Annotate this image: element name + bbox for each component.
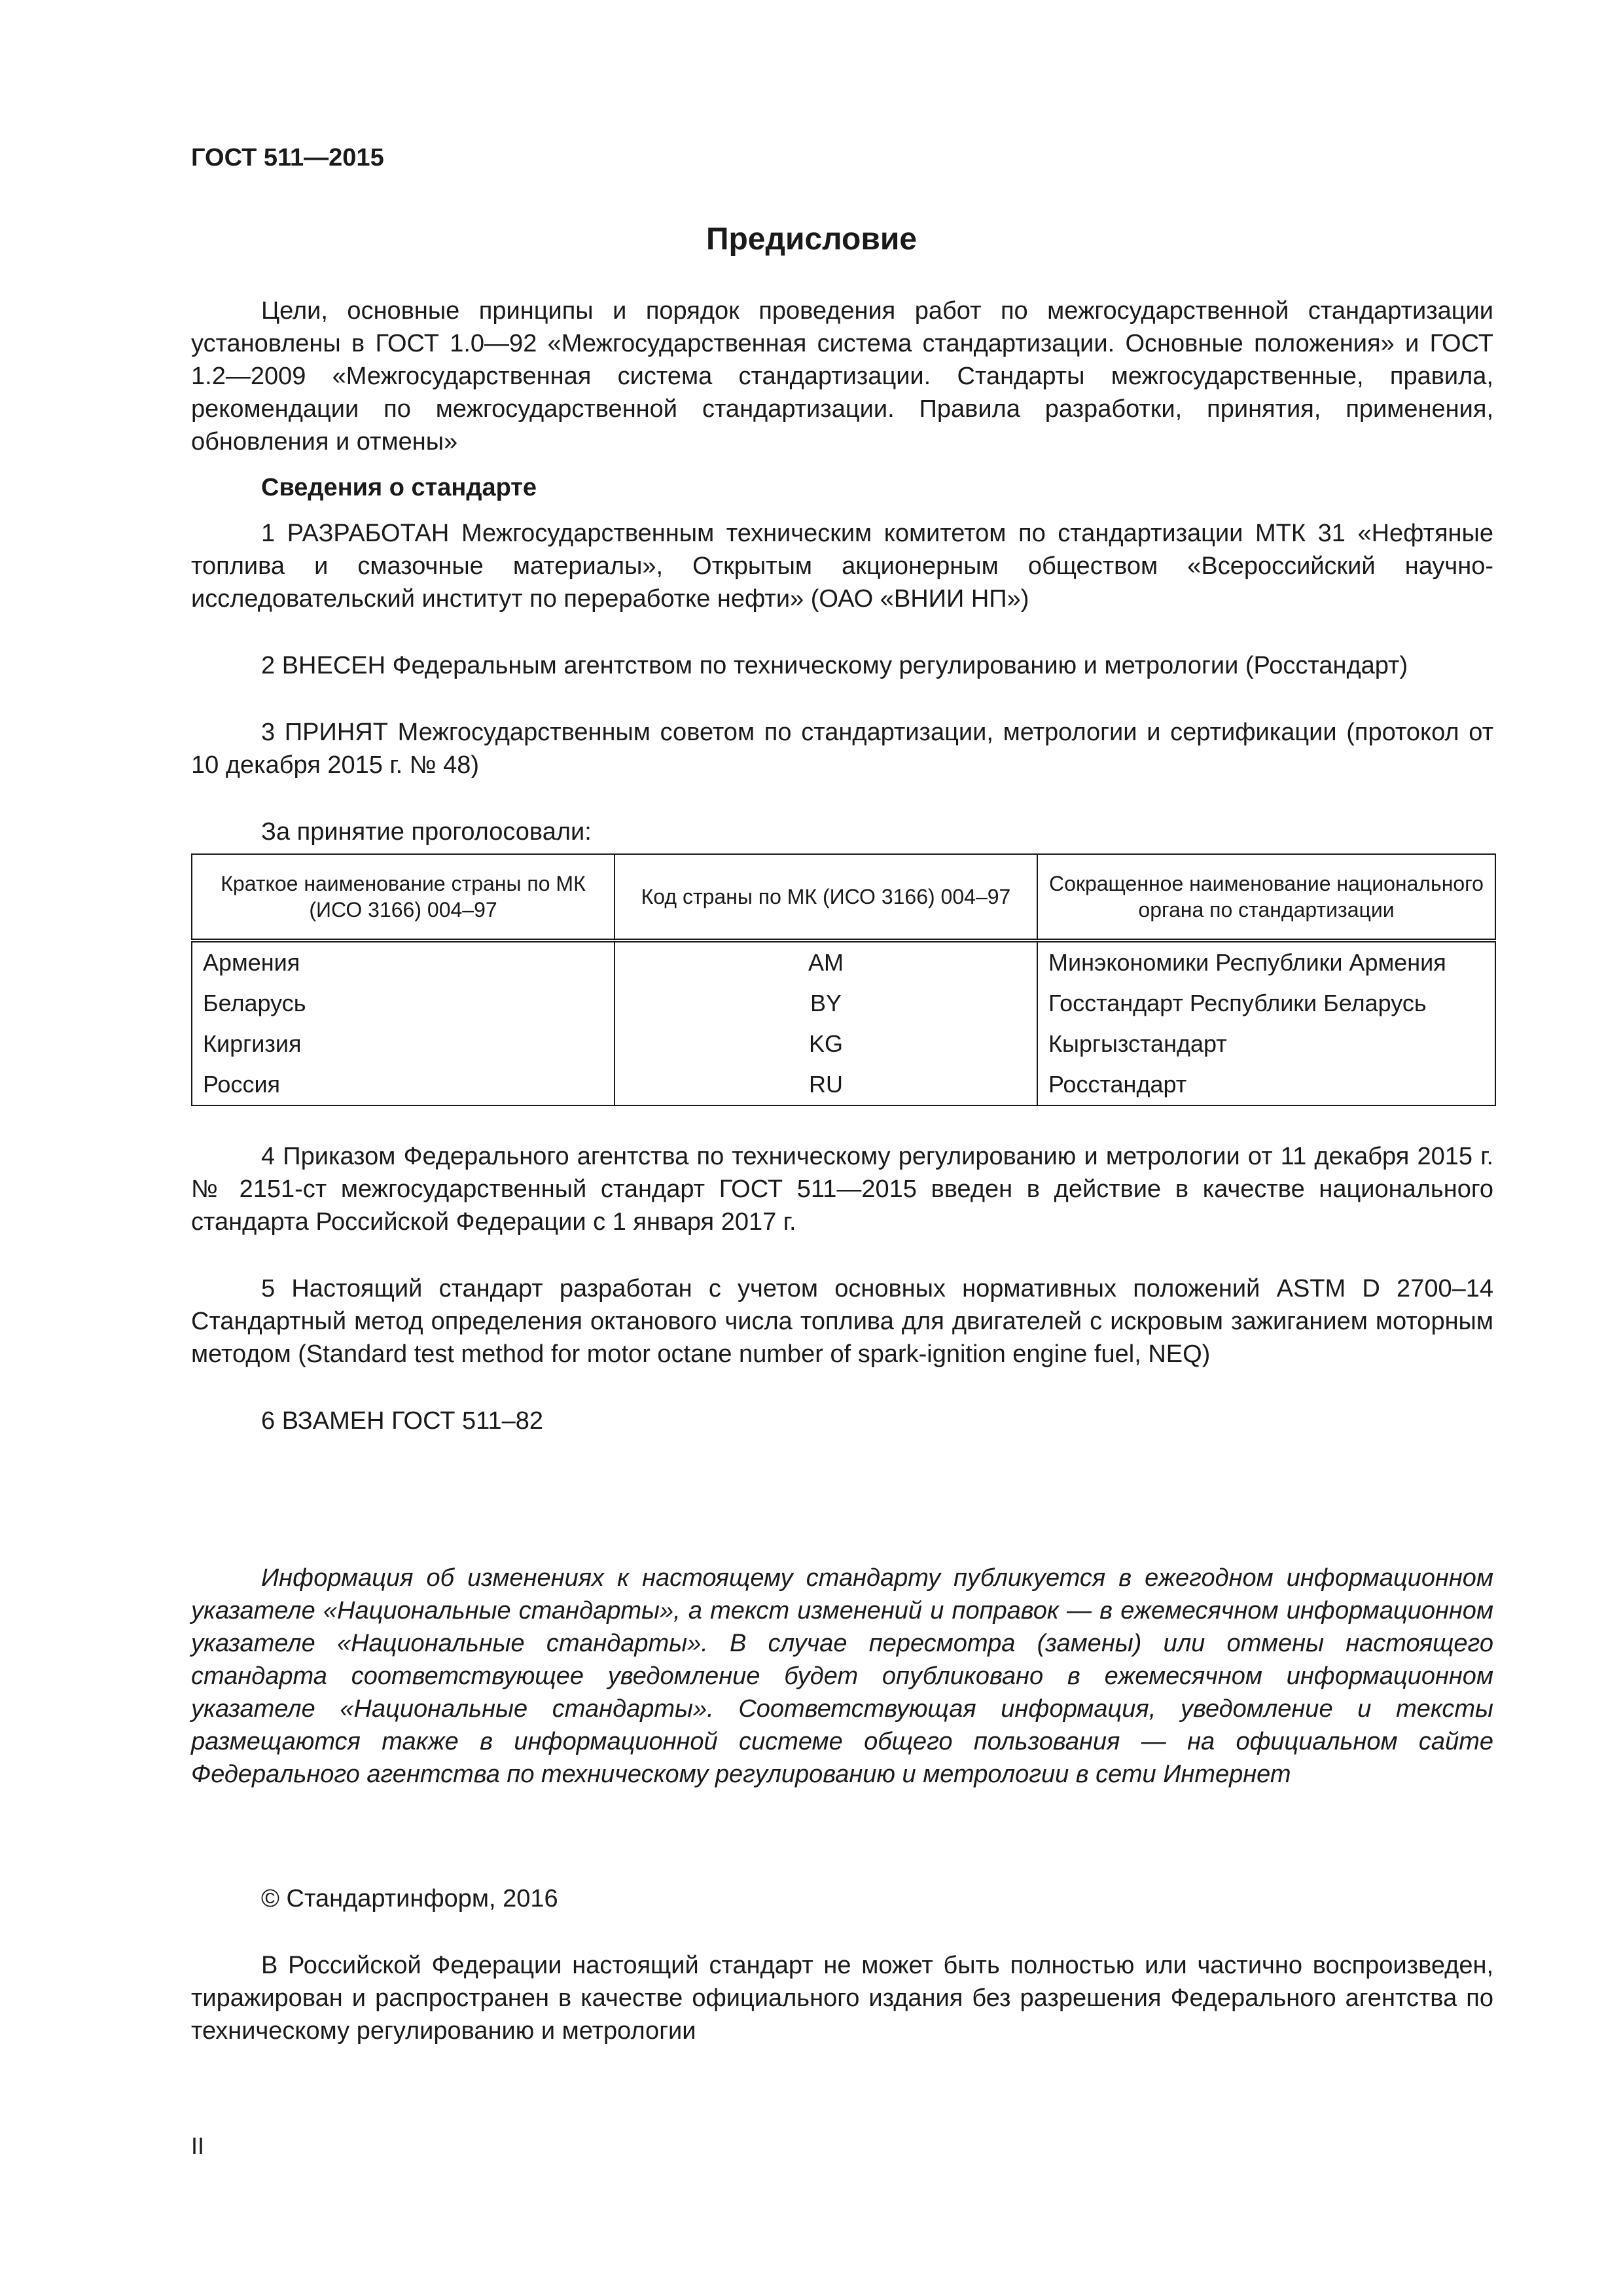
table-row <box>192 1064 1495 1105</box>
standard-info-heading: Сведения о стандарте <box>261 474 537 501</box>
change-info-notice: Информация об изменениях к настоящему стандарту публикуется в ежегодном информационном указателе «Национальные стандарты», а текст изменений и поправок — в ежемесячном информационном указателе «Национальные стандарты». В случае пересмотра (замены) или отмены настоящего стандарта соответствующее уведомление будет опубликовано в ежемесячном информационном указателе «Национальные стандарты». Соответствующая информация, уведомление и тексты размещаются также в информационной системе общего пользования — на официальном сайте Федерального агентства по техническому регулированию и метрологии в сети Интернет <box>191 1564 1493 1788</box>
voting-table-header-row <box>192 854 1495 941</box>
standards-body-cell: Росстандарт <box>1037 1064 1495 1105</box>
country-code-cell: KG <box>615 1024 1037 1064</box>
country-code-cell: AM <box>615 941 1037 983</box>
item-adopted: 3 ПРИНЯТ Межгосударственным советом по стандартизации, метрологии и сертификации (протокол от 10 декабря 2015 г. № 48) <box>191 719 1493 779</box>
copyright-notice: © Стандартинформ, 2016 <box>261 1885 558 1912</box>
table-row <box>192 1024 1495 1064</box>
voting-caption: За принятие проголосовали: <box>261 818 592 846</box>
item-basis: 5 Настоящий стандарт разработан с учетом основных нормативных положений ASTM D 2700–14 Стандартный метод определения октанового числа топлива для двигателей с искровым зажиганием моторным методом (Standard test method for motor octane number of spark-ignition engine fuel, NEQ) <box>191 1275 1493 1368</box>
standards-body-cell: Госстандарт Республики Беларусь <box>1037 983 1495 1024</box>
standards-body-cell: Кыргызстандарт <box>1037 1024 1495 1064</box>
country-code-cell: BY <box>615 983 1037 1024</box>
table-row <box>192 941 1495 983</box>
country-cell: Россия <box>192 1064 615 1105</box>
item-developed: 1 РАЗРАБОТАН Межгосударственным техническим комитетом по стандартизации МТК 31 «Нефтяные топлива и смазочные материалы», Открытым акционерным обществом «Всероссийский научно-исследовательский институт по переработке нефти» (ОАО «ВНИИ НП») <box>191 520 1493 613</box>
item-replaces: 6 ВЗАМЕН ГОСТ 511–82 <box>261 1407 544 1435</box>
standards-body-cell: Минэкономики Республики Армения <box>1037 941 1495 983</box>
page-title: Предисловие <box>705 222 918 257</box>
column-header-body: Сокращенное наименование национального органа по стандартизации <box>1037 854 1495 941</box>
column-header-code: Код страны по МК (ИСО 3166) 004–97 <box>615 854 1037 941</box>
page-number: II <box>191 2132 205 2159</box>
column-header-country: Краткое наименование страны по МК (ИСО 3166) 004–97 <box>192 854 615 941</box>
table-row <box>192 983 1495 1024</box>
document-code: ГОСТ 511—2015 <box>191 144 384 171</box>
item-enacted: 4 Приказом Федерального агентства по техническому регулированию и метрологии от 11 декабря 2015 г. № 2151-ст межгосударственный стандарт ГОСТ 511—2015 введен в действие в качестве национального стандарта Российской Федерации с 1 января 2017 г. <box>191 1143 1493 1236</box>
voting-table <box>191 853 1496 1106</box>
item-introduced: 2 ВНЕСЕН Федеральным агентством по техническому регулированию и метрологии (Росстандарт) <box>261 652 1408 679</box>
intro-paragraph: Цели, основные принципы и порядок проведения работ по межгосударственной стандартизации установлены в ГОСТ 1.0—92 «Межгосударственная система стандартизации. Основные положения» и ГОСТ 1.2—2009 «Межгосударственная система стандартизации. Стандарты межгосударственные, правила, рекомендации по межгосударственной стандартизации. Правила разработки, принятия, применения, обновления и отмены» <box>191 297 1493 456</box>
country-cell: Беларусь <box>192 983 615 1024</box>
preface-content <box>191 295 1493 2047</box>
country-code-cell: RU <box>615 1064 1037 1105</box>
country-cell: Киргизия <box>192 1024 615 1064</box>
reproduction-notice: В Российской Федерации настоящий стандарт не может быть полностью или частично воспроизведен, тиражирован и распространен в качестве официального издания без разрешения Федерального агентства по техническому регулированию и метрологии <box>191 1952 1493 2045</box>
country-cell: Армения <box>192 941 615 983</box>
